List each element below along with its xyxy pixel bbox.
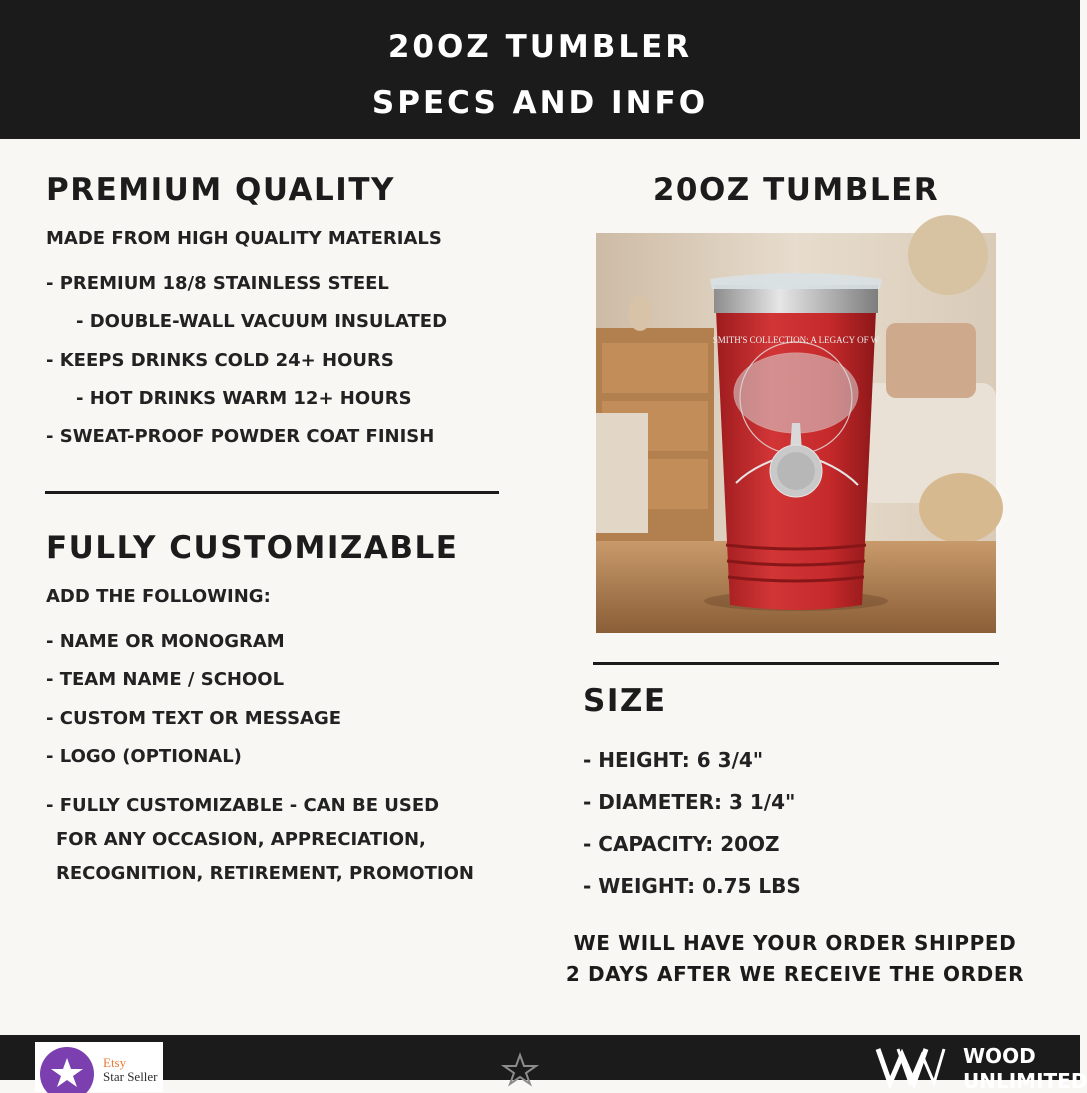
shipping-note bbox=[560, 928, 1030, 990]
quality-item: - HOT DRINKS WARM 12+ HOURS bbox=[76, 388, 412, 409]
star-seller-label: Star Seller bbox=[103, 1069, 158, 1084]
etsy-seal-icon bbox=[37, 1044, 97, 1090]
quality-item: - SWEAT-PROOF POWDER COAT FINISH bbox=[46, 426, 435, 447]
size-item: - HEIGHT: 6 3/4" bbox=[583, 748, 764, 772]
custom-item: - CUSTOM TEXT OR MESSAGE bbox=[46, 708, 342, 729]
size-heading: SIZE bbox=[583, 683, 667, 719]
top-banner bbox=[0, 0, 1080, 139]
brand-w-logo bbox=[876, 1043, 946, 1088]
quality-item: - KEEPS DRINKS COLD 24+ HOURS bbox=[46, 350, 394, 371]
custom-item: - TEAM NAME / SCHOOL bbox=[46, 669, 285, 690]
engraving-text: SMITH'S COLLECTION: A LEGACY OF W bbox=[712, 335, 880, 345]
size-item: - CAPACITY: 20OZ bbox=[583, 832, 780, 856]
fully-customizable-heading: FULLY CUSTOMIZABLE bbox=[46, 530, 459, 566]
custom-item: - LOGO (OPTIONAL) bbox=[46, 746, 242, 767]
etsy-label: Etsy bbox=[103, 1055, 127, 1070]
footer-bar bbox=[0, 1035, 1087, 1093]
etsy-star-seller-badge bbox=[35, 1042, 163, 1092]
section-divider bbox=[593, 662, 999, 665]
quality-item: - DOUBLE-WALL VACUUM INSULATED bbox=[76, 311, 448, 332]
banner-subtitle: SPECS AND INFO bbox=[371, 85, 709, 121]
premium-quality-heading: PREMIUM QUALITY bbox=[46, 172, 395, 208]
banner-title: 20OZ TUMBLER bbox=[387, 29, 693, 65]
custom-item: - NAME OR MONOGRAM bbox=[46, 631, 285, 652]
product-photo bbox=[596, 233, 996, 633]
section-divider bbox=[45, 491, 499, 494]
size-item: - WEIGHT: 0.75 LBS bbox=[583, 874, 801, 898]
quality-intro: MADE FROM HIGH QUALITY MATERIALS bbox=[46, 228, 442, 249]
custom-note-line: FOR ANY OCCASION, APPRECIATION, bbox=[56, 829, 426, 850]
star-icon bbox=[502, 1053, 538, 1083]
quality-item: - PREMIUM 18/8 STAINLESS STEEL bbox=[46, 273, 389, 294]
product-heading: 20OZ TUMBLER bbox=[652, 172, 940, 208]
custom-intro: ADD THE FOLLOWING: bbox=[46, 586, 271, 607]
brand-name-line: UNLIMITED bbox=[963, 1069, 1087, 1093]
brand-name-line: WOOD bbox=[963, 1044, 1036, 1068]
shipping-line: WE WILL HAVE YOUR ORDER SHIPPED bbox=[573, 931, 1017, 955]
custom-note-line: RECOGNITION, RETIREMENT, PROMOTION bbox=[56, 863, 474, 884]
custom-note-line: - FULLY CUSTOMIZABLE - CAN BE USED bbox=[46, 795, 440, 816]
shipping-line: 2 DAYS AFTER WE RECEIVE THE ORDER bbox=[565, 962, 1025, 986]
size-item: - DIAMETER: 3 1/4" bbox=[583, 790, 796, 814]
